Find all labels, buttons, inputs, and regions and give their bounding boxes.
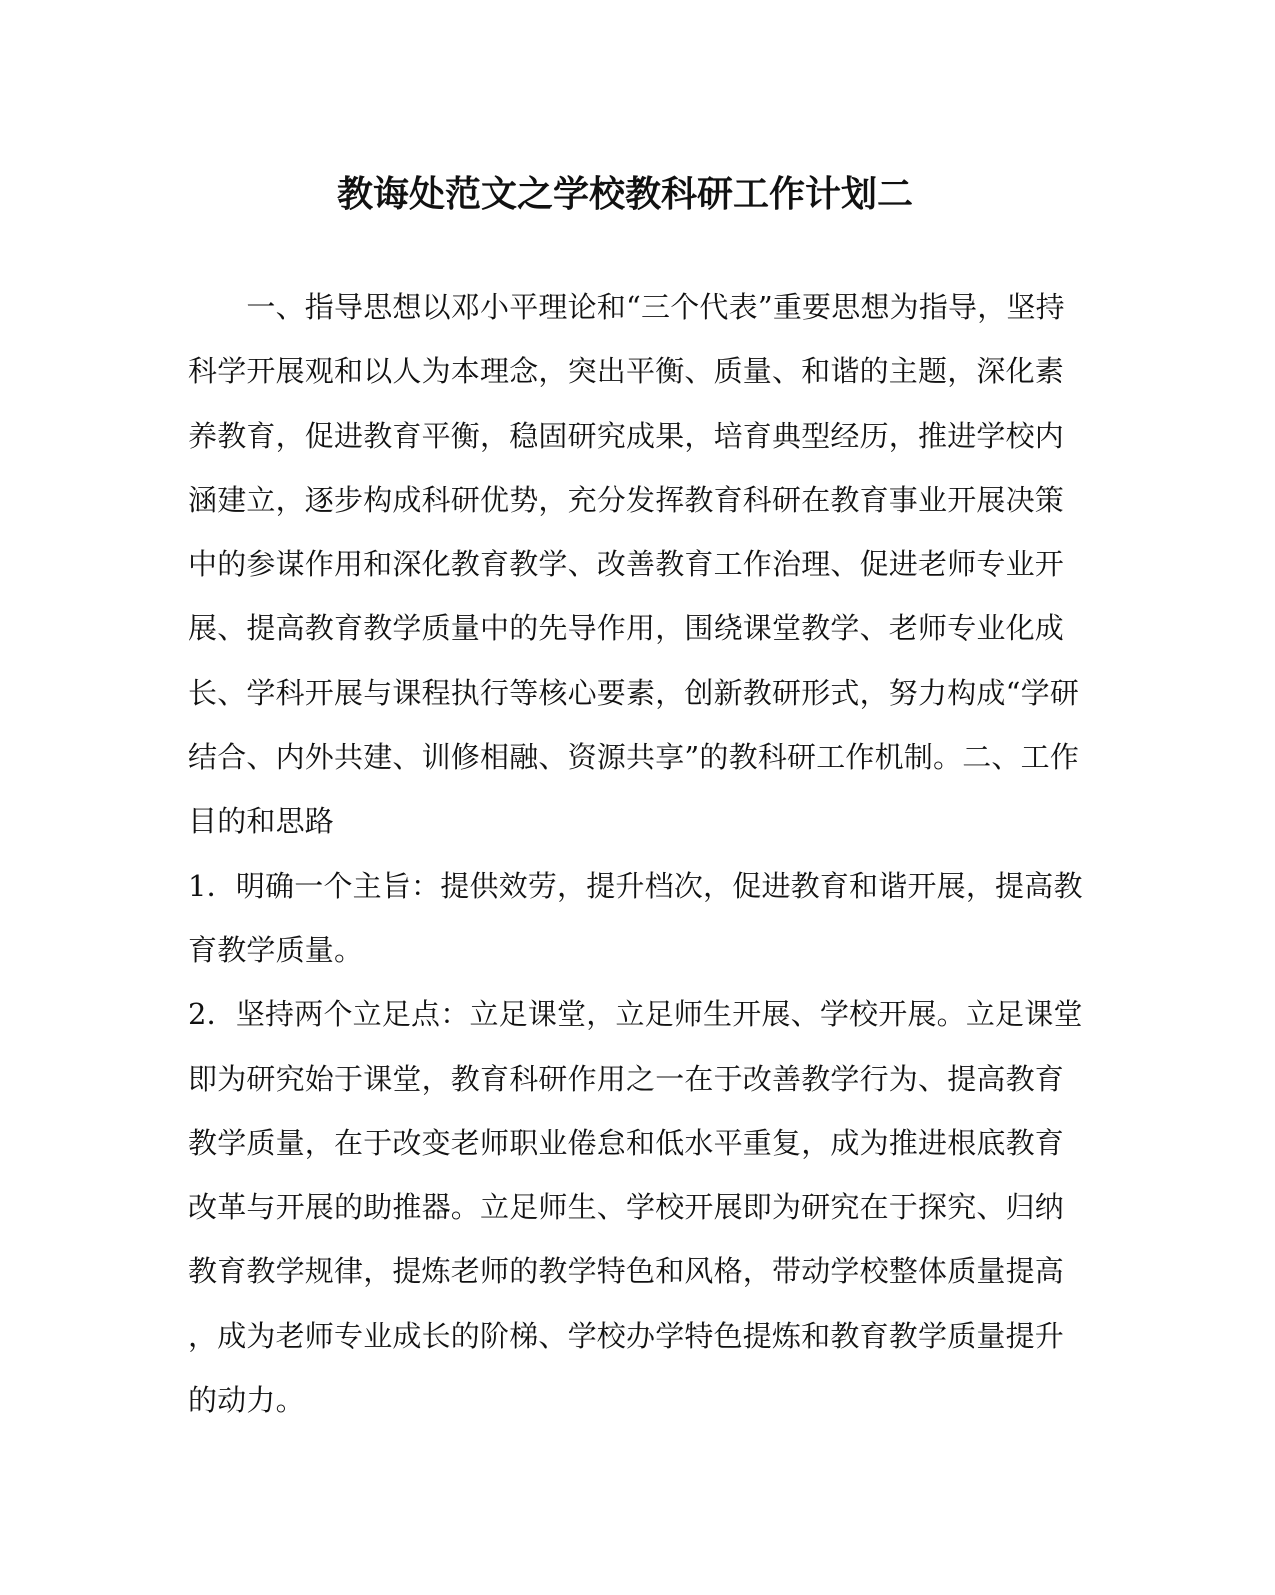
text-line: 涵建立，逐步构成科研优势，充分发挥教育科研在教育事业开展决策 xyxy=(188,482,1065,517)
text-line: 即为研究始于课堂，教育科研作用之一在于改善教学行为、提高教育 xyxy=(188,1061,1065,1096)
text-line: 一、指导思想以邓小平理论和“三个代表”重要思想为指导，坚持 xyxy=(188,290,1065,324)
text-line: 改革与开展的助推器。立足师生、学校开展即为研究在于探究、归纳 xyxy=(188,1190,1065,1225)
text-line: 教学质量，在于改变老师职业倦怠和低水平重复，成为推进根底教育 xyxy=(188,1125,1065,1160)
text-line: 养教育，促进教育平衡，稳固研究成果，培育典型经历，推进学校内 xyxy=(188,418,1065,453)
text-line: 1．明确一个主旨：提供效劳，提升档次，促进教育和谐开展，提高教 xyxy=(188,868,1083,903)
text-line: 中的参谋作用和深化教育教学、改善教育工作治理、促进老师专业开 xyxy=(188,547,1065,582)
text-line: 教育教学规律，提炼老师的教学特色和风格，带动学校整体质量提高 xyxy=(188,1254,1065,1289)
document-title: 教诲处范文之学校教科研工作计划二 xyxy=(336,173,913,215)
text-line: 科学开展观和以人为本理念，突出平衡、质量、和谐的主题，深化素 xyxy=(188,354,1065,389)
document-body xyxy=(188,275,1083,1432)
text-line: 的动力。 xyxy=(188,1383,305,1418)
text-line: ，成为老师专业成长的阶梯、学校办学特色提炼和教育教学质量提升 xyxy=(188,1318,1065,1353)
text-line: 目的和思路 xyxy=(188,804,335,839)
text-line: 长、学科开展与课程执行等核心要素，创新教研形式，努力构成“学研 xyxy=(188,675,1080,710)
text-line: 2．坚持两个立足点：立足课堂，立足师生开展、学校开展。立足课堂 xyxy=(188,997,1083,1032)
text-line: 展、提高教育教学质量中的先导作用，围绕课堂教学、老师专业化成 xyxy=(188,611,1065,646)
text-line: 结合、内外共建、训修相融、资源共享”的教科研工作机制。二、工作 xyxy=(188,740,1080,775)
text-line: 育教学质量。 xyxy=(188,932,364,967)
